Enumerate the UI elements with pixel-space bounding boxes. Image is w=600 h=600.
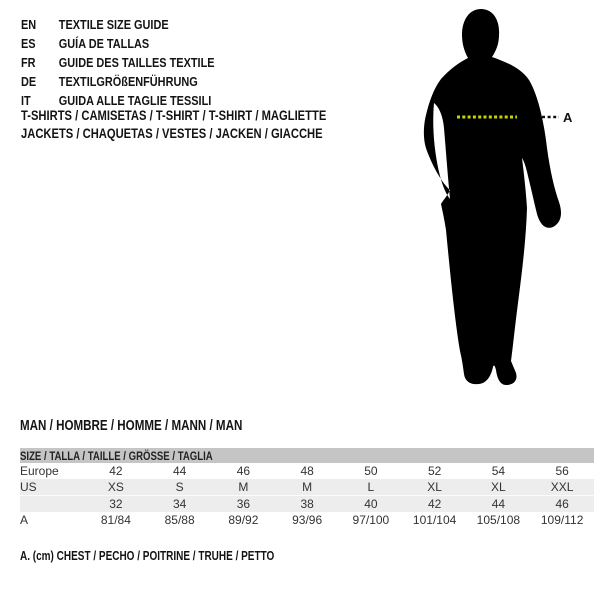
language-code: ES (21, 36, 36, 51)
table-cell: M (275, 479, 339, 496)
language-code: FR (21, 55, 36, 70)
table-cell: 42 (109, 464, 123, 478)
row-label (20, 496, 84, 513)
table-cell: 44 (467, 496, 531, 513)
table-cell: XS (84, 479, 148, 496)
language-row (21, 72, 215, 91)
table-cell: 54 (491, 464, 506, 478)
table-cell: 36 (212, 496, 276, 513)
table-cell: S (148, 479, 212, 496)
table-cell: 89/92 (228, 513, 259, 527)
man-silhouette-figure (395, 0, 600, 410)
measure-footnote (20, 548, 338, 565)
table-cell: 105/108 (476, 513, 521, 527)
table-cell: 34 (148, 496, 212, 513)
size-table-header (20, 448, 594, 463)
table-cell: 46 (530, 496, 594, 513)
table-cell: 38 (275, 496, 339, 513)
table-cell: M (212, 479, 276, 496)
table-cell: 97/100 (352, 513, 390, 527)
table-cell: XL (467, 479, 531, 496)
table-row-us-letter (20, 479, 594, 496)
table-cell: 50 (364, 464, 378, 478)
size-table-header-text: SIZE / TALLA / TAILLE / GRÖSSE / TAGLIA (20, 448, 213, 463)
language-row (21, 34, 215, 53)
table-row-europe (20, 463, 594, 479)
table-cell: XXL (530, 479, 594, 496)
table-cell: 40 (339, 496, 403, 513)
language-row (21, 53, 215, 72)
man-silhouette (424, 9, 561, 385)
section-title-text: MAN / HOMBRE / HOMME / MANN / MAN (20, 418, 243, 434)
category-line-jackets: JACKETS / CHAQUETAS / VESTES / JACKEN / GIACCHE (21, 125, 323, 141)
table-cell: 109/112 (540, 513, 584, 527)
table-cell: 48 (300, 464, 314, 478)
table-cell: 44 (172, 464, 187, 478)
table-cell: 93/96 (292, 513, 323, 527)
table-cell: 56 (555, 464, 569, 478)
category-line-tshirts: T-SHIRTS / CAMISETAS / T-SHIRT / T-SHIRT / MAGLIETTE (21, 107, 327, 123)
table-cell: 46 (236, 464, 251, 478)
category-heading (21, 106, 403, 142)
language-label: GUÍA DE TALLAS (58, 36, 150, 51)
table-cell: L (339, 479, 403, 496)
language-code: EN (21, 17, 37, 32)
row-label: A (20, 513, 29, 527)
table-cell: 52 (427, 464, 442, 478)
section-title-man (20, 418, 298, 434)
size-table-header-row (20, 448, 594, 463)
table-row-us-numeric (20, 496, 594, 513)
row-label: Europe (20, 464, 59, 478)
language-label: GUIDE DES TAILLES TEXTILE (58, 55, 215, 70)
language-label: TEXTILGRÖßENFÜHRUNG (58, 74, 198, 89)
size-table (20, 448, 594, 528)
measure-label-a: A (563, 110, 573, 125)
table-cell: 85/88 (164, 513, 195, 527)
language-code: DE (21, 74, 37, 89)
row-label: US (20, 479, 84, 496)
language-label: GUIDA ALLE TAGLIE TESSILI (58, 93, 212, 108)
language-code: IT (21, 93, 31, 108)
table-cell: 32 (84, 496, 148, 513)
language-label: TEXTILE SIZE GUIDE (58, 17, 169, 32)
table-cell: XL (403, 479, 467, 496)
table-cell: 81/84 (100, 513, 131, 527)
table-cell: 101/104 (412, 513, 457, 527)
language-title-list (21, 15, 251, 110)
table-cell: 42 (403, 496, 467, 513)
table-row-chest-cm (20, 512, 594, 528)
measure-footnote-text: A. (cm) CHEST / PECHO / POITRINE / TRUHE / PETTO (20, 549, 275, 563)
language-row (21, 15, 215, 34)
